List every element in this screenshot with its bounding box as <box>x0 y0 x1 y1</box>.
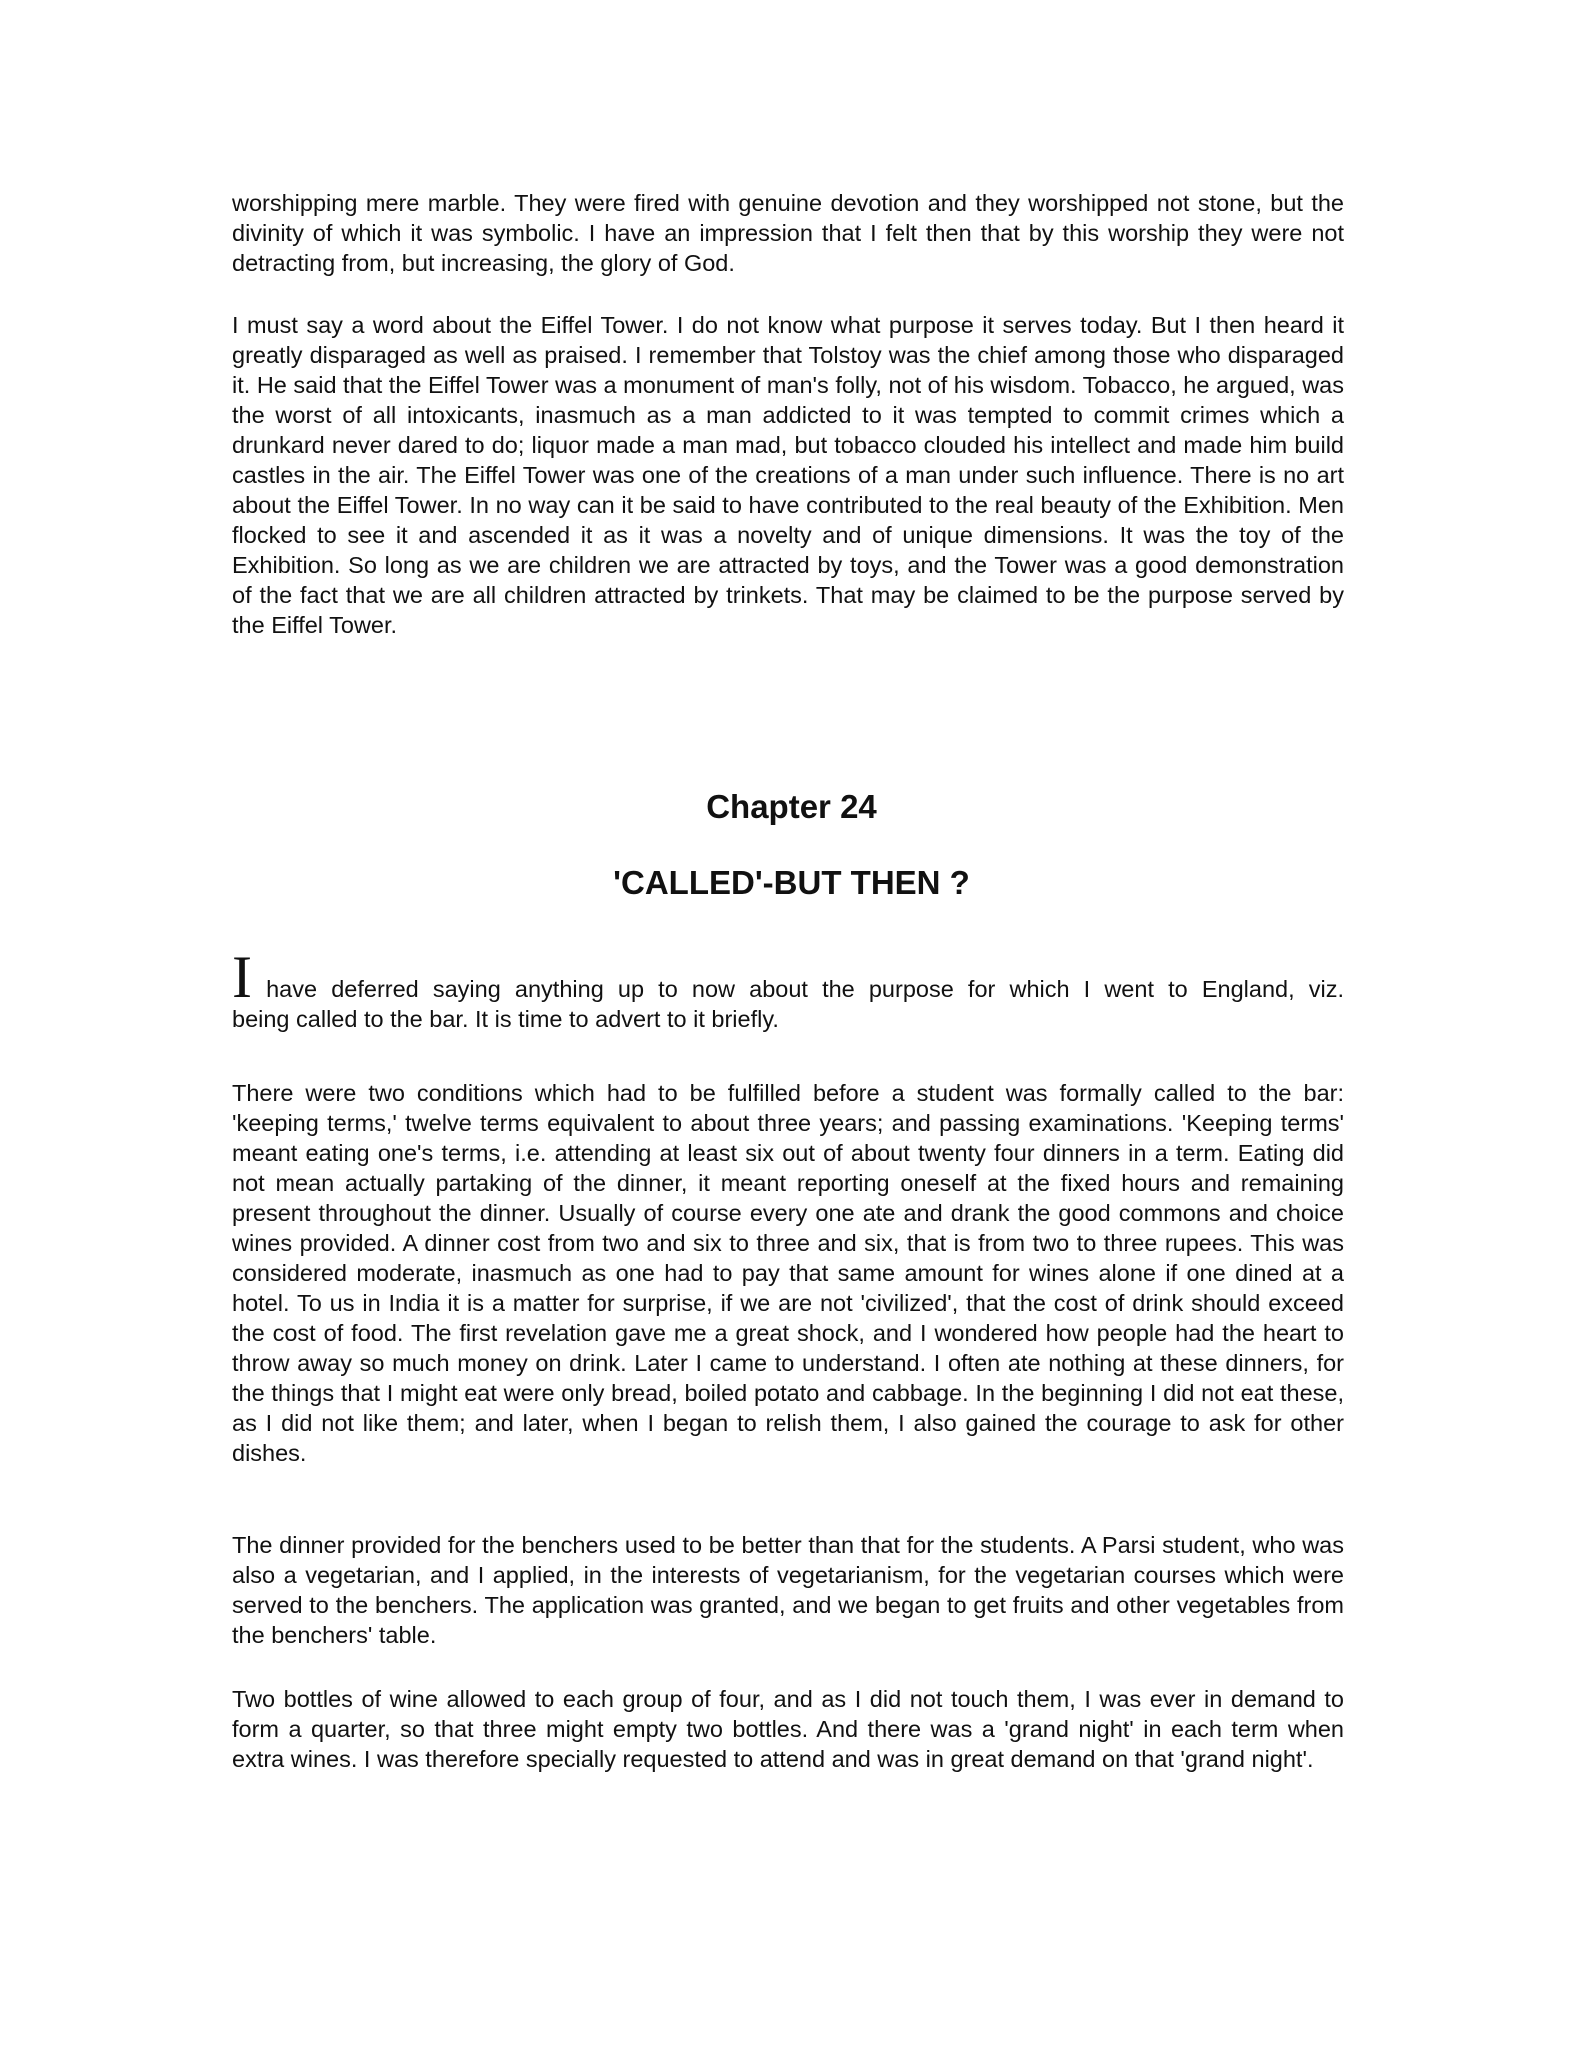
chapter-number: Chapter 24 <box>706 788 877 825</box>
paragraph-eiffel-tower: I must say a word about the Eiffel Tower. I do not know what purpose it serves today. But I then heard it greatly disparaged as well as praised. I remember that Tolstoy was the chief among those who disparaged it. He said that the Eiffel Tower was a monument of man's folly, not of his wisdom. Tobacco, he argued, was the worst of all intoxicants, inasmuch as a man addicted to it was tempted to commit crimes which a drunkard never dared to do; liquor made a man mad, but tobacco clouded his intellect and made him build castles in the air. The Eiffel Tower was one of the creations of a man under such influence. There is no art about the Eiffel Tower. In no way can it be said to have contributed to the real beauty of the Exhibition. Men flocked to see it and ascended it as it was a novelty and of unique dimensions. It was the toy of the Exhibition. So long as we are children we are attracted by toys, and the Tower was a good demonstration of the fact that we are all children attracted by trinkets. That may be claimed to be the purpose served by the Eiffel Tower. <box>232 312 1344 638</box>
intro-second-line: being called to the bar. It is time to advert to it briefly. <box>232 1006 779 1032</box>
paragraph-benchers-dinner: The dinner provided for the benchers used to be better than that for the students. A Parsi student, who was also a vegetarian, and I applied, in the interests of vegetarianism, for the vegetarian courses which were served to the benchers. The application was granted, and we began to get fruits and other vegetables from the benchers' table. <box>232 1532 1344 1648</box>
paragraph-keeping-terms: There were two conditions which had to be fulfilled before a student was formally called to the bar: 'keeping terms,' twelve terms equivalent to about three years; and passing examinations. 'Keeping terms' meant eating one's terms, i.e. attending at least six out of about twenty four dinners in a term. Eating did not mean actually partaking of the dinner, it meant reporting oneself at the fixed hours and remaining present throughout the dinner. Usually of course every one ate and drank the good commons and choice wines provided. A dinner cost from two and six to three and six, that is from two to three rupees. This was considered moderate, inasmuch as one had to pay that same amount for wines alone if one dined at a hotel. To us in India it is a matter for surprise, if we are not 'civilized', that the cost of drink should exceed the cost of food. The first revelation gave me a great shock, and I wondered how people had the heart to throw away so much money on drink. Later I came to understand. I often ate nothing at these dinners, for the things that I might eat were only bread, boiled potato and cabbage. In the beginning I did not eat these, as I did not like them; and later, when I began to relish them, I also gained the courage to ask for other dishes. <box>232 1080 1344 1466</box>
chapter-intro-paragraph <box>232 944 1344 1034</box>
paragraph-grand-night: Two bottles of wine allowed to each group of four, and as I did not touch them, I was ever in demand to form a quarter, so that three might empty two bottles. And there was a 'grand night' in each term when extra wines. I was therefore specially requested to attend and was in great demand on that 'grand night'. <box>232 1686 1344 1772</box>
intro-first-line-text: have deferred saying anything up to now about the purpose for which I went to England, viz. <box>251 976 1344 1002</box>
drop-cap: I <box>232 944 252 1010</box>
paragraph-tower-worship-end: worshipping mere marble. They were fired with genuine devotion and they worshipped not stone, but the divinity of which it was symbolic. I have an impression that I felt then that by this worship they were not detracting from, but increasing, the glory of God. <box>232 190 1344 276</box>
intro-first-line <box>232 944 1344 1010</box>
chapter-title: 'CALLED'-BUT THEN ? <box>613 864 970 901</box>
